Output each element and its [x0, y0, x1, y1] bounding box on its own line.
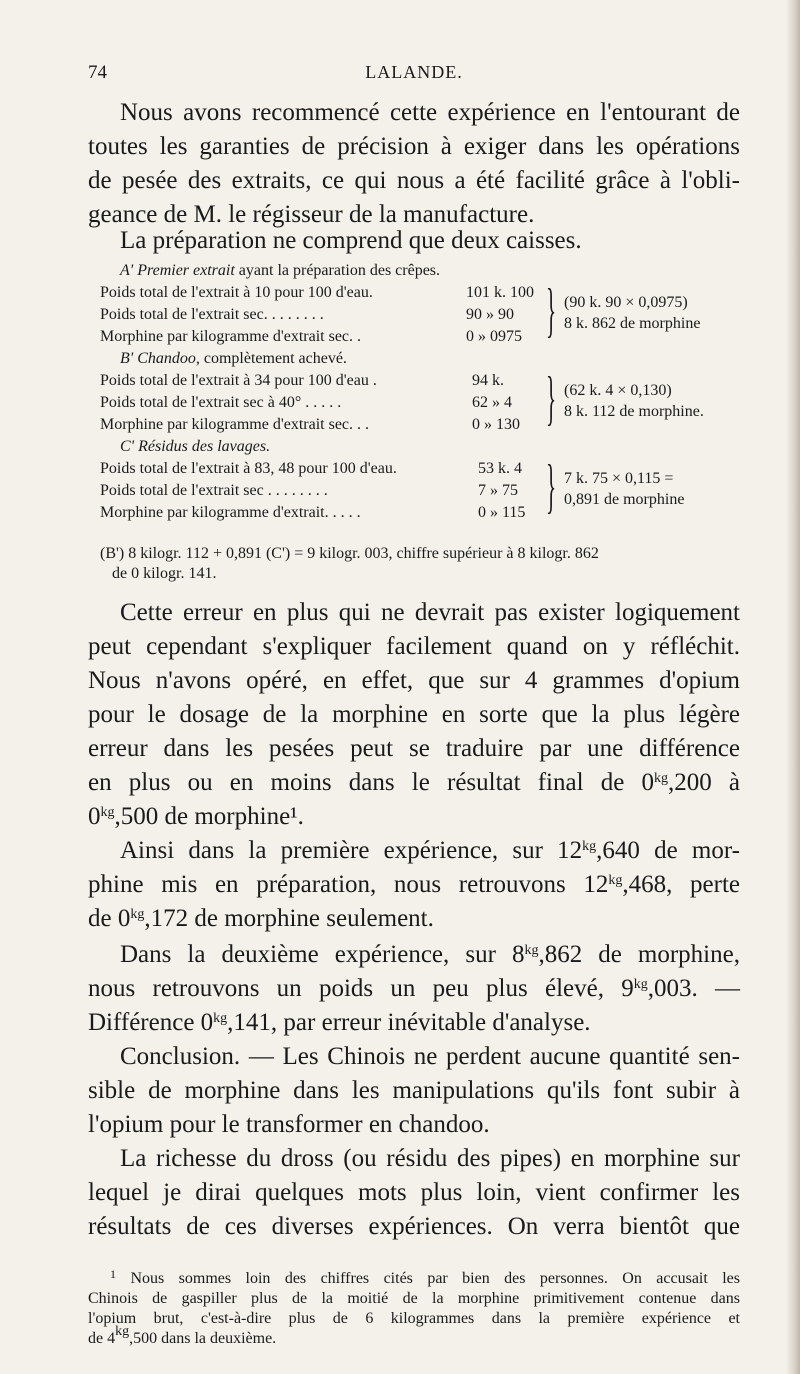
text-line: l'opium pour le transformer en chandoo. [88, 1111, 490, 1138]
result-text: (62 k. 4 × 0,130) 8 k. 112 de morphine. [564, 382, 704, 420]
text-line: de $0^{kg},172$ de morphine seulement. [88, 905, 434, 932]
page-edge-shadow [786, 0, 800, 1374]
page-header [88, 62, 740, 86]
footnote-marker: 1 [110, 1267, 116, 1281]
section-title: C' Résidus des lavages. [120, 438, 271, 455]
page-number: 74 [88, 62, 107, 83]
brace-symbol: } [546, 277, 557, 343]
text-line: erreur dans les pesées peut se traduire par une différence [88, 735, 740, 762]
text-line: nous retrouvons un poids un peu plus élevé, $9^{kg},003$. — [88, 975, 741, 1002]
section-title: B' Chandoo, complètement achevé. [120, 350, 347, 367]
text-line: de pesée des extraits, ce qui nous a été facilité grâce à l'obli- [88, 167, 740, 194]
text-line: Nous n'avons opéré, en effet, que sur 4 grammes d'opium [88, 667, 740, 694]
table-section-c: C' Résidus des lavages. Poids total de l'extrait à 83, 48 pour 100 d'eau. 53 k. 4 Poids total de l'extrait sec . . . . . . . . 7 » 75 Morphine par kilogramme d'extrait. . . . . 0 » 115 } 7 k. 75 × 0,115 = 0,891 de morphine [100, 438, 685, 521]
running-title: LALANDE. [365, 62, 463, 82]
text-line: $0^{kg},500$ de morphine¹. [88, 803, 304, 830]
text-line: Nous avons recommencé cette expérience en l'entourant de [120, 99, 740, 126]
text-line: La richesse du dross (ou résidu des pipes) en morphine sur [120, 1145, 740, 1172]
result-text: 7 k. 75 × 0,115 = 0,891 de morphine [564, 470, 685, 508]
text-line: Ainsi dans la première expérience, sur $12^{kg},640$ de mor- [120, 837, 740, 864]
text-line: toutes les garanties de précision à exiger dans les opérations [88, 133, 740, 160]
footnote: $^1$ Nous sommes loin des chiffres cités par bien des personnes. On accusait les Chinois de gaspiller plus de la moitié de la morphine primitivement contenue dans l'opium brut, c'est-à-dire plus de 6 kilogrammes dans la première expérience et de $4^{kg},500$ dans la deuxième. [88, 1267, 741, 1347]
text-line: pour le dosage de la morphine en sorte que la plus légère [88, 701, 740, 728]
text-line: lequel je dirai quelques mots plus loin, vient confirmer les [88, 1179, 740, 1206]
text-line: Cette erreur en plus qui ne devrait pas exister logiquement [120, 599, 740, 626]
text-line: Différence $0^{kg},141$, par erreur inévitable d'analyse. [88, 1009, 591, 1036]
text-line: résultats de ces diverses expériences. On verra bientôt que [88, 1213, 740, 1240]
text-line: peut cependant s'expliquer facilement quand on y réfléchit. [88, 633, 740, 660]
table-section-b: B' Chandoo, complètement achevé. Poids total de l'extrait à 34 pour 100 d'eau . 94 k. Poids total de l'extrait sec à 40° . . . . . 62 » 4 Morphine par kilogramme d'extrait sec. . . 0 » 130 } (62 k. 4 × 0,130) 8 k. 112 de morphine. [100, 350, 704, 433]
text-line: phine mis en préparation, nous retrouvons $12^{kg},468$, perte [88, 871, 740, 898]
brace-symbol: } [546, 453, 557, 519]
text-line: Dans la deuxième expérience, sur $8^{kg},862$ de morphine, [120, 941, 740, 968]
result-text: (90 k. 90 × 0,0975) 8 k. 862 de morphine [564, 294, 701, 332]
text-line: geance de M. le régisseur de la manufacture. [88, 201, 535, 228]
text-line: La préparation ne comprend que deux caisses. [120, 227, 582, 254]
calculation-note: (B') 8 kilogr. 112 + 0,891 (C') = 9 kilogr. 003, chiffre supérieur à 8 kilogr. 862 de 0 kilogr. 141. [100, 545, 599, 582]
brace-symbol: } [546, 365, 557, 431]
text-line: en plus ou en moins dans le résultat final de $0^{kg},200$ à [88, 769, 740, 796]
text-line: sible de morphine dans les manipulations qu'ils font subir à [88, 1077, 740, 1104]
text-line: Conclusion. — Les Chinois ne perdent aucune quantité sen- [120, 1043, 740, 1070]
section-title: A' Premier extrait ayant la préparation des crêpes. [120, 262, 441, 279]
table-section-a: A' Premier extrait ayant la préparation des crêpes. Poids total de l'extrait à 10 pour 100 d'eau. 101 k. 100 Poids total de l'extrait sec. . . . . . . . 90 » 90 Morphine par kilogramme d'extrait sec. . 0 » 0975 } (90 k. 90 × 0,0975) 8 k. 862 de morphine [100, 262, 701, 345]
